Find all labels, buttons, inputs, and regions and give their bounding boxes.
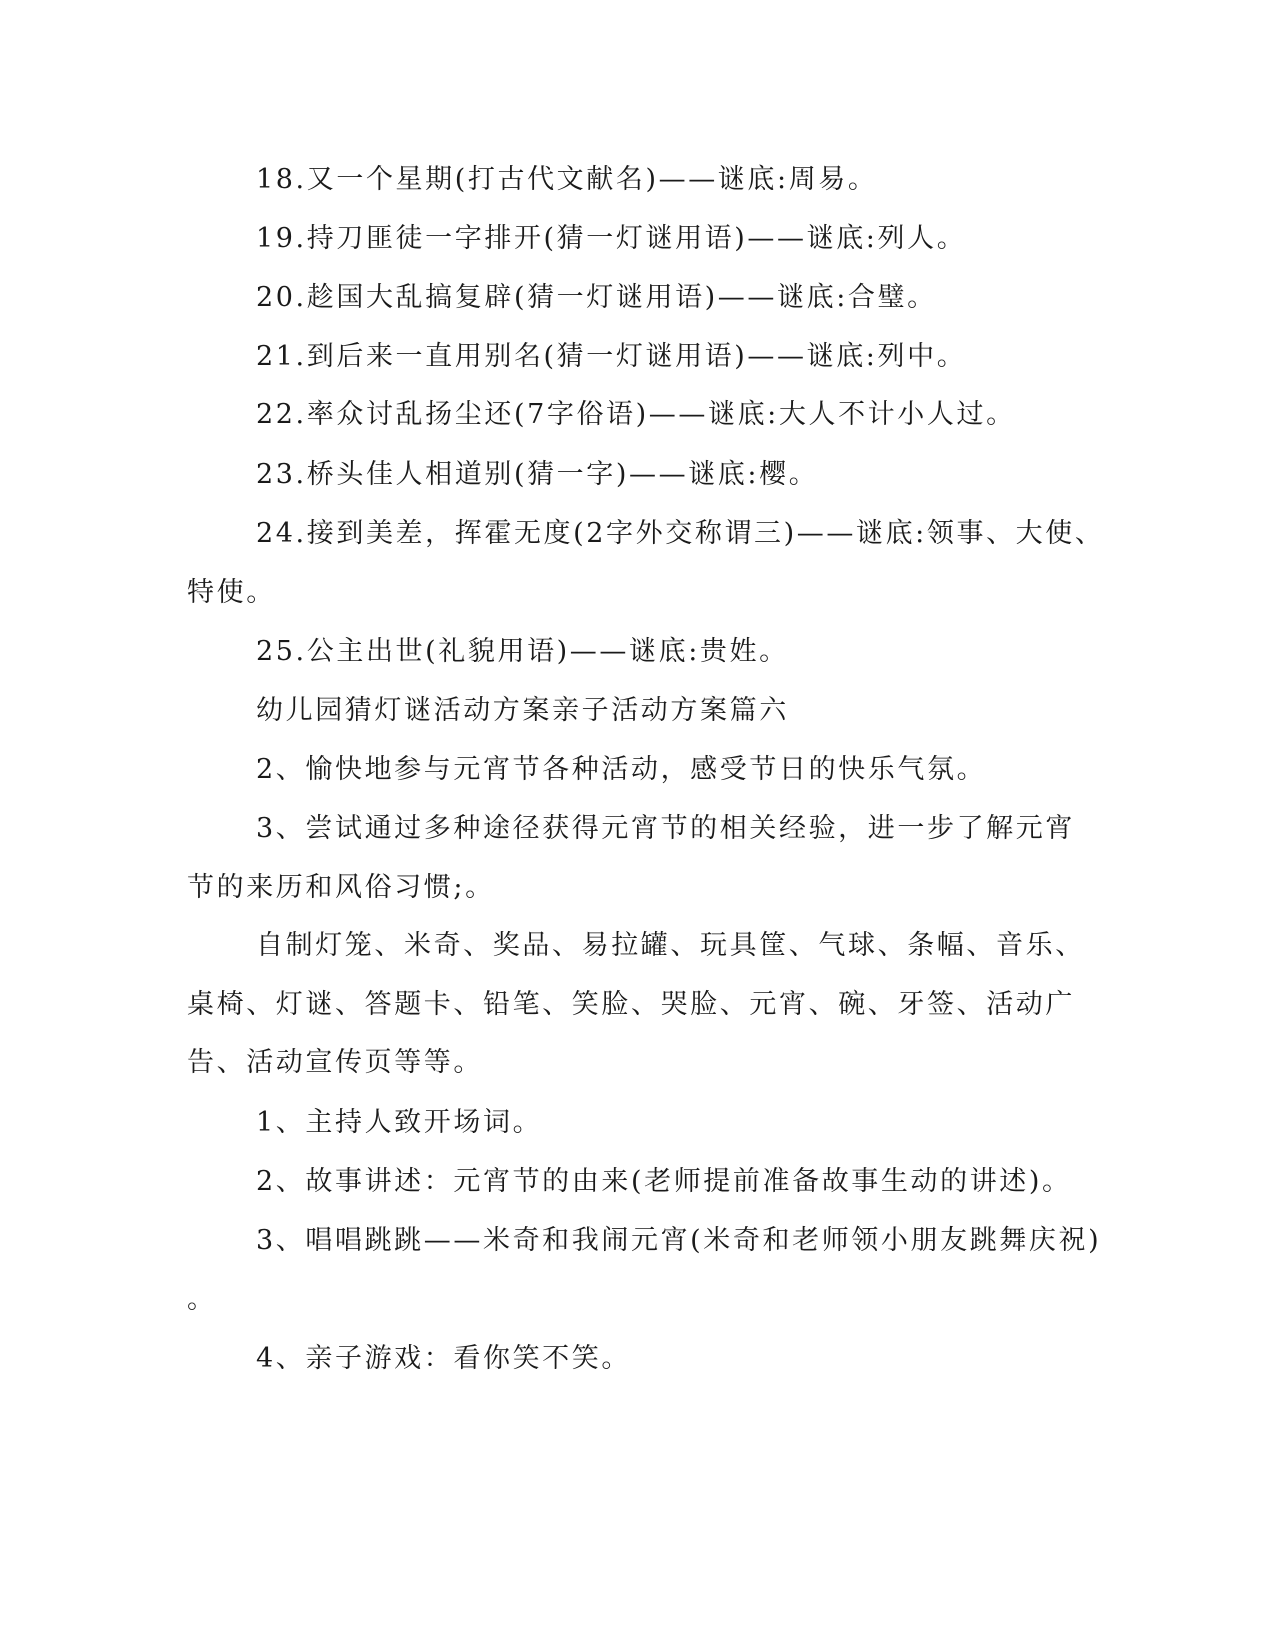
process-step-2: 2、故事讲述：元宵节的由来(老师提前准备故事生动的讲述)。 xyxy=(256,1166,1072,1197)
riddle-19: 19.持刀匪徒一字排开(猜一灯谜用语)——谜底:列人。 xyxy=(256,223,967,254)
process-step-4: 4、亲子游戏：看你笑不笑。 xyxy=(256,1343,631,1374)
goal-3-cont: 节的来历和风俗习惯;。 xyxy=(187,872,495,903)
riddle-25: 25.公主出世(礼貌用语)——谜底:贵姓。 xyxy=(256,636,789,667)
materials-line-3: 告、活动宣传页等等。 xyxy=(187,1047,483,1078)
process-step-3-cont: 。 xyxy=(187,1284,217,1315)
materials-line-2: 桌椅、灯谜、答题卡、铅笔、笑脸、哭脸、元宵、碗、牙签、活动广 xyxy=(187,989,1075,1020)
goal-3: 3、尝试通过多种途径获得元宵节的相关经验，进一步了解元宵 xyxy=(256,813,1075,844)
process-step-3: 3、唱唱跳跳——米奇和我闹元宵(米奇和老师领小朋友跳舞庆祝) xyxy=(256,1225,1102,1256)
riddle-21: 21.到后来一直用别名(猜一灯谜用语)——谜底:列中。 xyxy=(256,341,967,372)
riddle-18: 18.又一个星期(打古代文献名)——谜底:周易。 xyxy=(256,164,878,195)
goal-2: 2、愉快地参与元宵节各种活动，感受节日的快乐气氛。 xyxy=(256,754,987,785)
riddle-22: 22.率众讨乱扬尘还(7字俗语)——谜底:大人不计小人过。 xyxy=(256,399,1016,430)
riddle-23: 23.桥头佳人相道别(猜一字)——谜底:樱。 xyxy=(256,459,819,490)
section-heading: 幼儿园猜灯谜活动方案亲子活动方案篇六 xyxy=(256,695,789,726)
riddle-24-cont: 特使。 xyxy=(187,577,276,608)
riddle-24: 24.接到美差，挥霍无度(2字外交称谓三)——谜底:领事、大使、 xyxy=(256,518,1105,549)
materials-line-1: 自制灯笼、米奇、奖品、易拉罐、玩具筐、气球、条幅、音乐、 xyxy=(256,930,1085,961)
process-step-1: 1、主持人致开场词。 xyxy=(256,1107,543,1138)
riddle-20: 20.趁国大乱搞复辟(猜一灯谜用语)——谜底:合璧。 xyxy=(256,282,937,313)
